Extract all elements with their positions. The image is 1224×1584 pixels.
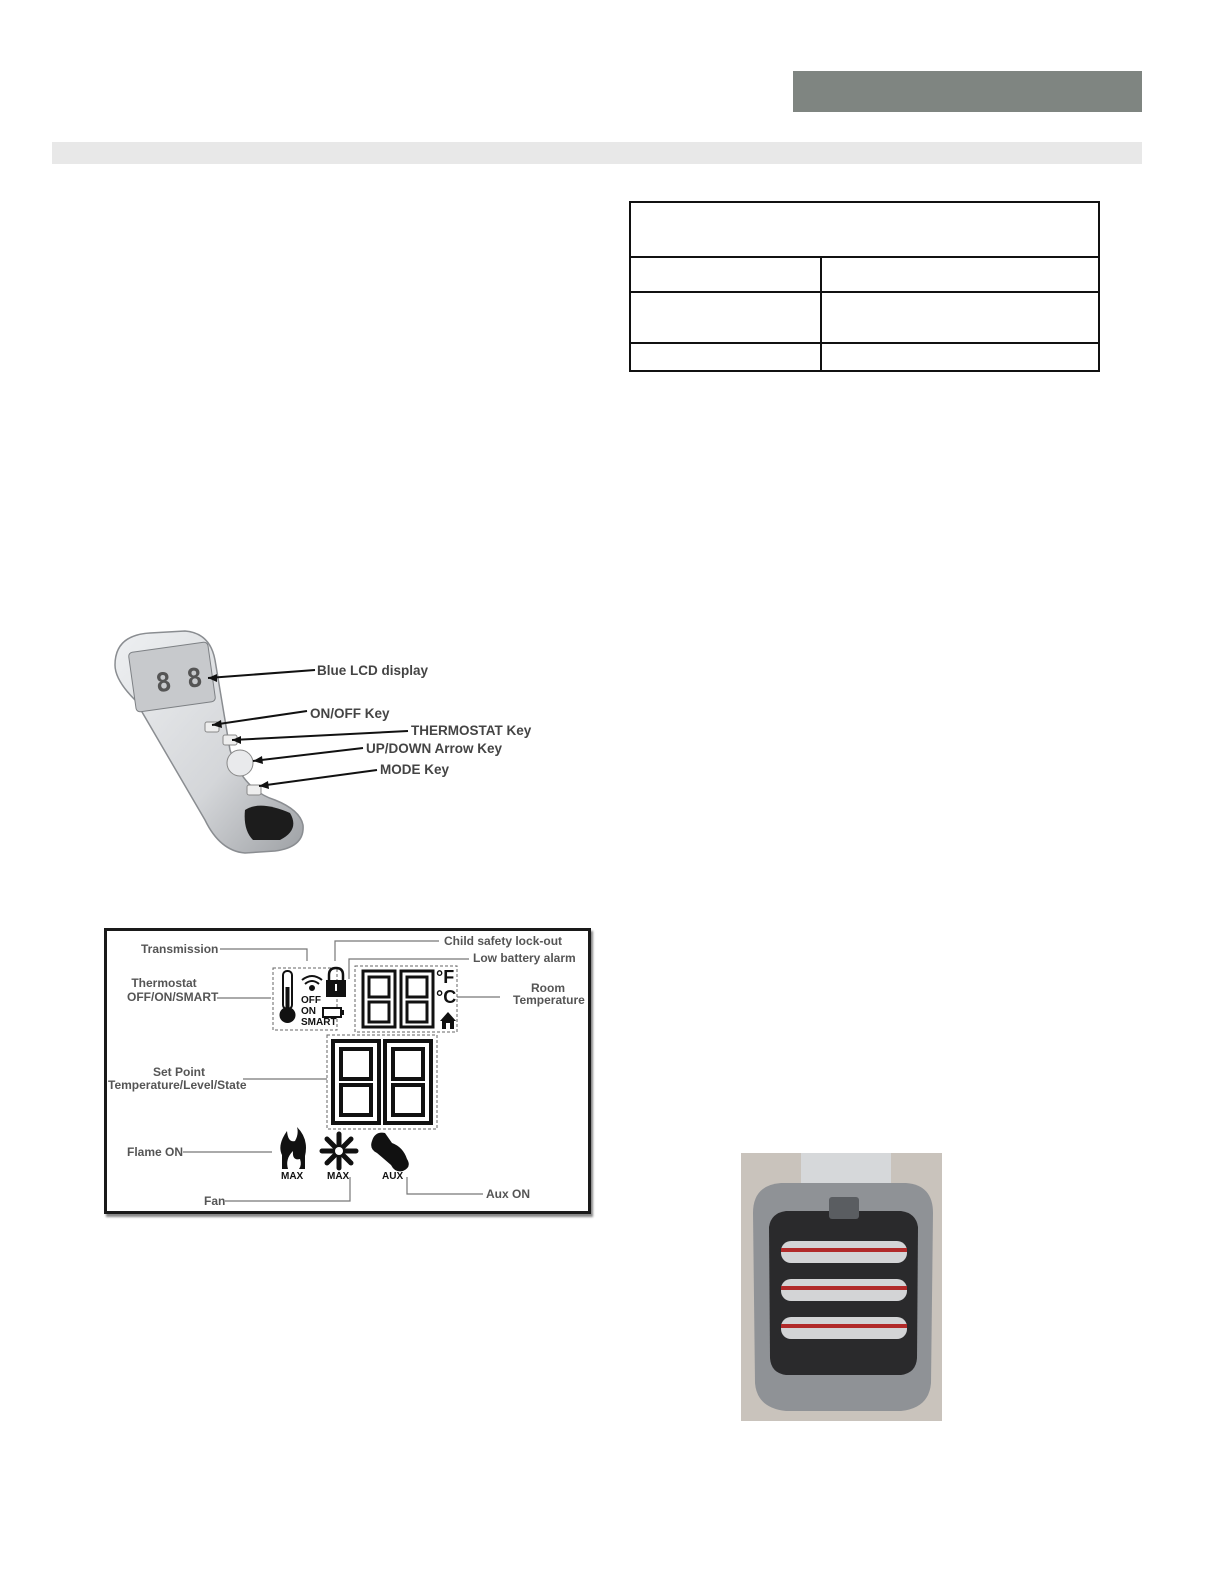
- label-thermostat: Thermostat: [131, 976, 197, 990]
- fan-icon: [322, 1134, 356, 1168]
- label-transmission: Transmission: [141, 942, 219, 956]
- aux-tag: AUX: [382, 1171, 404, 1182]
- state-smart: SMART: [301, 1017, 337, 1028]
- callout-onoff: ON/OFF Key: [310, 706, 390, 721]
- aux-hand-icon: [371, 1133, 409, 1172]
- lock-icon: [326, 968, 346, 997]
- table-column-divider: [820, 258, 822, 372]
- state-off: OFF: [301, 995, 321, 1006]
- label-flame: Flame ON: [127, 1145, 184, 1159]
- table-row: [631, 291, 1098, 293]
- label-set-point: Set Point: [152, 1065, 205, 1079]
- header-bar: [793, 71, 1142, 112]
- battery-compartment-photo: [741, 1153, 942, 1421]
- wifi-icon: [302, 976, 322, 990]
- callout-mode: MODE Key: [380, 762, 450, 777]
- callout-thermostat: THERMOSTAT Key: [411, 723, 532, 738]
- fan-max: MAX: [327, 1171, 350, 1182]
- section-rule: [52, 142, 1142, 164]
- state-on: ON: [301, 1006, 316, 1017]
- thermometer-icon: [280, 971, 296, 1023]
- battery-icon: [323, 1008, 344, 1017]
- label-thermostat-modes: OFF/ON/SMART: [127, 990, 219, 1004]
- label-fan: Fan: [204, 1194, 226, 1208]
- flame-icon: [280, 1127, 306, 1169]
- flame-max: MAX: [281, 1171, 304, 1182]
- callout-lcd: Blue LCD display: [317, 663, 429, 678]
- label-room: Room: [531, 981, 565, 995]
- label-room-temperature: Temperature: [513, 993, 585, 1007]
- label-aux: Aux ON: [486, 1187, 531, 1201]
- unit-celsius: °C: [436, 987, 457, 1007]
- label-set-point-detail: Temperature/Level/State: [108, 1078, 247, 1092]
- remote-control-figure: [95, 625, 545, 860]
- label-low-battery: Low battery alarm: [473, 951, 576, 965]
- table-row: [631, 342, 1098, 344]
- table-row: [631, 256, 1098, 258]
- callout-updown: UP/DOWN Arrow Key: [366, 741, 503, 756]
- unit-fahrenheit: °F: [436, 967, 455, 987]
- spec-table: [629, 201, 1100, 372]
- svg-text:8 8: 8 8: [153, 662, 205, 700]
- house-icon: [440, 1012, 456, 1029]
- label-child-lock: Child safety lock-out: [444, 934, 563, 948]
- lcd-diagram: [104, 928, 591, 1214]
